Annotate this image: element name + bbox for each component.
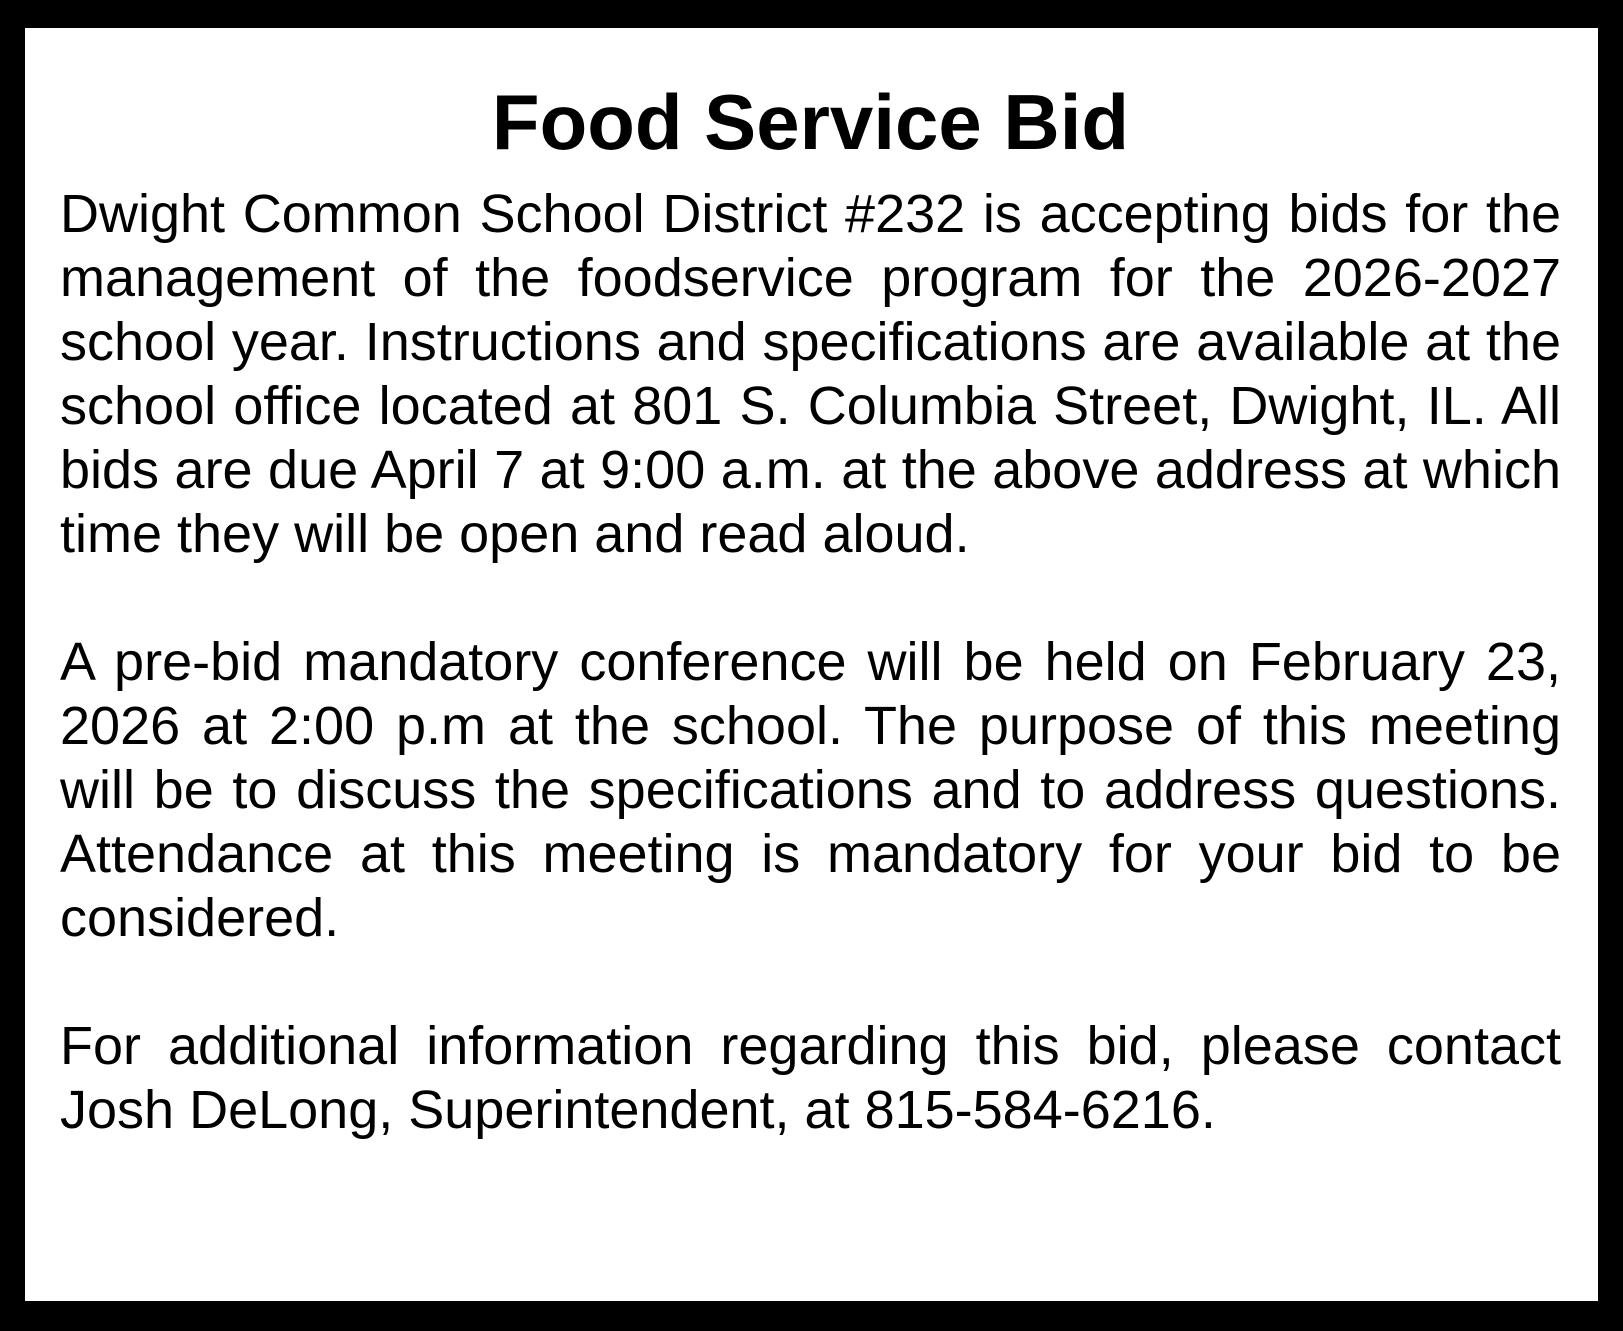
notice-paragraph-conference: A pre-bid mandatory conference will be held on February 23, 2026 at 2:00 p.m at the school. The purpose of this meeting will be to discuss the specifications and to address questions. Attendance at this meeting is mandatory for your bid to be considered. xyxy=(60,632,1561,948)
notice-paragraph-contact: For additional information regarding this bid, please contact Josh DeLong, Superintendent, at 815-584-6216. xyxy=(60,1016,1561,1140)
bid-notice-panel xyxy=(25,28,1598,1301)
notice-paragraph-bid-details: Dwight Common School District #232 is accepting bids for the management of the foodservice program for the 2026-2027 school year. Instructions and specifications are available at the school office located at 801 S. Columbia Street, Dwight, IL. All bids are due April 7 at 9:00 a.m. at the above address at which time they will be open and read aloud. xyxy=(60,184,1561,564)
notice-title: Food Service Bid xyxy=(491,78,1130,166)
